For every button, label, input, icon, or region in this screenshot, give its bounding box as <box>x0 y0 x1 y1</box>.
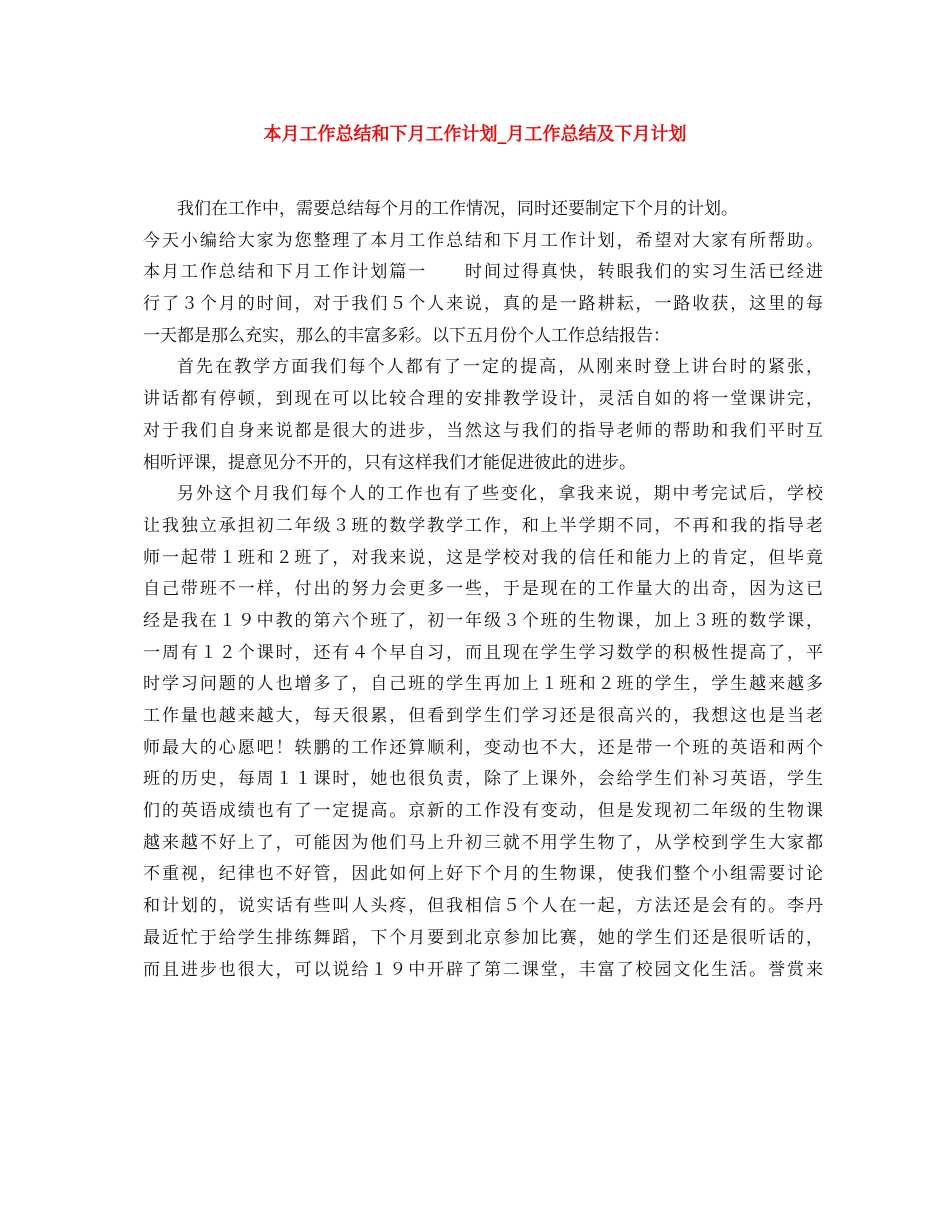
text-line: 们的英语成绩也有了一定提高。京新的工作没有变动，但是发现初二年级的生物课 <box>143 801 823 822</box>
text-line: 首先在教学方面我们每个人都有了一定的提高，从刚来时登上讲台时的紧张， <box>177 357 823 378</box>
text-line: 本月工作总结和下月工作计划篇一 时间过得真快，转眼我们的实习生活已经进 <box>143 262 823 283</box>
text-line: 越来越不好上了，可能因为他们马上升初三就不用学生物了，从学校到学生大家都 <box>143 832 823 853</box>
text-line: 和计划的，说实话有些叫人头疼，但我相信５个人在一起，方法还是会有的。李丹 <box>143 896 823 917</box>
text-line: 班的历史，每周１１课时，她也很负责，除了上课外，会给学生们补习英语，学生 <box>143 769 823 790</box>
text-line: 经是我在１９中教的第六个班了，初一年级３个班的生物课，加上３班的数学课， <box>143 610 823 631</box>
text-line: 讲话都有停顿，到现在可以比较合理的安排教学设计，灵活自如的将一堂课讲完， <box>143 389 823 410</box>
text-line: 工作量也越来越大，每天很累，但看到学生们学习还是很高兴的，我想这也是当老 <box>143 706 823 726</box>
text-line: 自己带班不一样，付出的努力会更多一些，于是现在的工作量大的出奇，因为这已 <box>143 579 823 600</box>
text-line: 师最大的心愿吧！轶鹏的工作还算顺利，变动也不大，还是带一个班的英语和两个 <box>143 737 823 758</box>
document-body <box>143 194 823 986</box>
text-line: 我们在工作中，需要总结每个月的工作情况，同时还要制定下个月的计划。 <box>177 199 738 219</box>
text-line: 不重视，纪律也不好管，因此如何上好下个月的生物课，使我们整个小组需要讨论 <box>143 864 823 885</box>
text-line: 行了３个月的时间，对于我们５个人来说，真的是一路耕耘，一路收获，这里的每 <box>143 294 823 315</box>
text-line: 一周有１２个课时，还有４个早自习，而且现在学生学习数学的积极性提高了，平 <box>143 642 823 663</box>
text-line: 而且进步也很大，可以说给１９中开辟了第二课堂，丰富了校园文化生活。誉赏来 <box>143 959 823 980</box>
text-line: 今天小编给大家为您整理了本月工作总结和下月工作计划，希望对大家有所帮助。 <box>143 230 823 251</box>
text-line: 时学习问题的人也增多了，自己班的学生再加上１班和２班的学生，学生越来越多 <box>143 674 823 695</box>
text-line: 一天都是那么充实，那么的丰富多彩。以下五月份个人工作总结报告： <box>143 325 670 346</box>
document-title: 本月工作总结和下月工作计划_月工作总结及下月计划 <box>263 124 687 145</box>
text-line: 另外这个月我们每个人的工作也有了些变化，拿我来说，期中考完试后，学校 <box>177 484 823 505</box>
text-line: 师一起带１班和２班了，对我来说，这是学校对我的信任和能力上的肯定，但毕竟 <box>143 547 823 568</box>
text-line: 相听评课，提意见分不开的，只有这样我们才能促进彼此的进步。 <box>143 452 636 473</box>
text-line: 让我独立承担初二年级３班的数学教学工作，和上半学期不同，不再和我的指导老 <box>143 515 823 536</box>
text-line: 对于我们自身来说都是很大的进步，当然这与我们的指导老师的帮助和我们平时互 <box>143 420 823 441</box>
text-line: 最近忙于给学生排练舞蹈，下个月要到北京参加比赛，她的学生们还是很听话的， <box>143 927 823 948</box>
